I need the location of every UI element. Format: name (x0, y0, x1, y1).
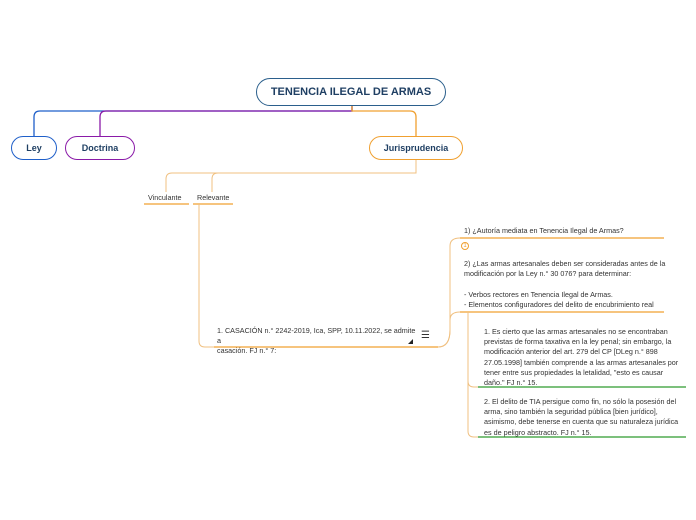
answer-2-line: 2. El delito de TIA persigue como fin, no sólo la posesión del (484, 397, 677, 406)
node-answer-2[interactable] (484, 397, 684, 438)
node-answer-1[interactable] (484, 327, 684, 388)
casacion-line-1: 1. CASACIÓN n.° 2242-2019, Ica, SPP, 10.11.2022, se admite a (217, 326, 416, 346)
answer-1-line: tener entre sus propiedades la letalidad, "esto es causar (484, 367, 664, 377)
answer-1-line: daño." FJ n.° 15. (484, 378, 538, 388)
connector-jur-relevante (212, 160, 416, 192)
collapse-circle-icon[interactable]: 1 (461, 242, 469, 250)
branch-ley-label: Ley (26, 143, 42, 153)
menu-lines-icon[interactable]: ☰ (421, 330, 430, 341)
question-2-line: 2) ¿Las armas artesanales deben ser consideradas antes de la (464, 259, 666, 268)
connector-casacion-q2 (438, 312, 460, 347)
connector-jur-vinculante (166, 160, 416, 192)
node-question-2[interactable] (464, 259, 689, 310)
question-2-line: modificación por la Ley n.° 30 076? para determinar: (464, 269, 632, 279)
connector-root-doctrina (100, 106, 352, 136)
connector-q2-answer1 (468, 312, 478, 387)
node-vinculante[interactable]: Vinculante (148, 193, 182, 202)
branch-jurisprudencia-label: Jurisprudencia (383, 143, 449, 153)
branch-doctrina[interactable] (65, 136, 135, 160)
root-node[interactable] (256, 78, 446, 106)
answer-2-line: asimismo, debe tenerse en cuenta que su naturaleza jurídica (484, 417, 679, 427)
connector-root-jurisprudencia (352, 106, 416, 136)
root-title: TENENCIA ILEGAL DE ARMAS (270, 86, 432, 98)
node-relevante[interactable]: Relevante (197, 193, 230, 202)
question-2-line (464, 279, 689, 289)
branch-doctrina-label: Doctrina (81, 143, 119, 153)
connector-relevante-casacion (199, 204, 214, 347)
answer-1-line: modificación anterior del art. 279 del CP [DLeg n.° 898 (484, 347, 658, 357)
connector-casacion-q1 (438, 238, 460, 347)
question-2-line: - Verbos rectores en Tenencia Ilegal de Armas. (464, 289, 613, 299)
connector-q2-answer2 (468, 312, 478, 437)
question-2-line: - Elementos configuradores del delito de encubrimiento real (464, 299, 654, 309)
answer-2-line: es de peligro abstracto. FJ n.° 15. (484, 427, 592, 437)
branch-ley[interactable] (11, 136, 57, 160)
node-casacion[interactable] (217, 326, 417, 357)
node-question-1[interactable]: 1) ¿Autoría mediata en Tenencia Ilegal de Armas? (464, 226, 624, 235)
resize-corner-icon[interactable] (408, 339, 413, 344)
answer-1-line: 27.05.1998] también comprende a las armas artesanales por (484, 357, 679, 367)
answer-2-line: arma, sino también la seguridad pública [bien jurídico], (484, 407, 658, 417)
casacion-line-2: casación. FJ n.° 7: (217, 346, 277, 356)
answer-1-line: previstas de forma taxativa en la ley penal; sin embargo, la (484, 337, 672, 347)
branch-jurisprudencia[interactable] (369, 136, 463, 160)
answer-1-line: 1. Es cierto que las armas artesanales no se encontraban (484, 327, 668, 336)
